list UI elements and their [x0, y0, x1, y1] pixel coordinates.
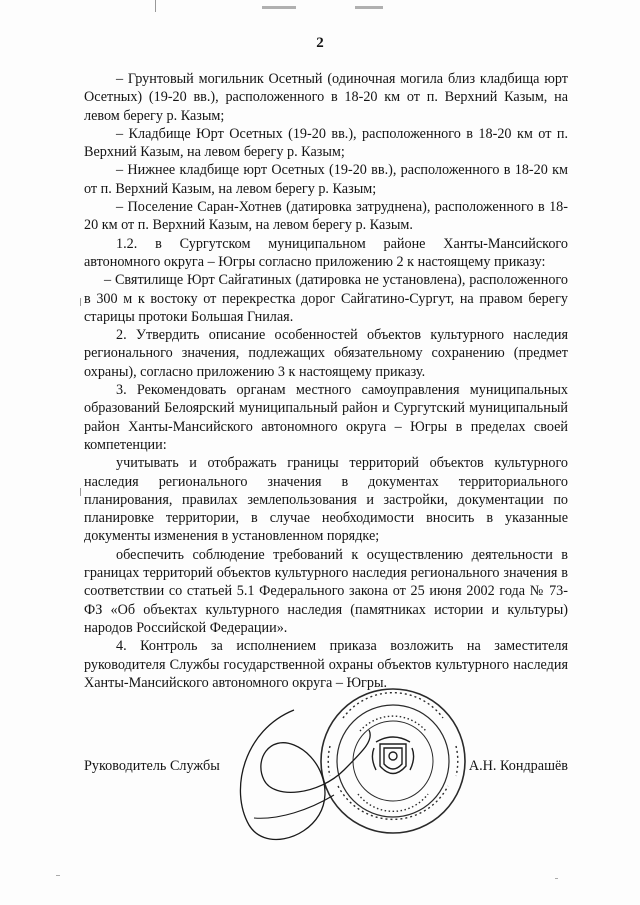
- paragraph-sanctuary-saygatinykh: – Святилище Юрт Сайгатиных (датировка не установлена), расположенного в 300 м к востоку от перекрестка дорог Сайгатино-Сургут, на правом берегу старицы протоки Большая Гнилая.: [84, 272, 568, 325]
- paragraph-section-2: 2. Утвердить описание особенностей объектов культурного наследия регионального значения, подлежащих обязательному сохранению (предмет охраны), согласно приложению 3 к настоящему приказу.: [84, 327, 568, 380]
- scan-artifact: [262, 6, 296, 9]
- paragraph-settlement-saran-khotnev: – Поселение Саран-Хотнев (датировка затруднена), расположенного в 18-20 км от п. Верхний Казым, на левом берегу р. Казым.: [84, 199, 568, 234]
- paragraph-section-3: 3. Рекомендовать органам местного самоуправления муниципальных образований Белоярский муниципальный район и Сургутский муниципальный район Ханты-Мансийского автономного округа – Югры в пределах своей компетенции:: [84, 382, 568, 453]
- paragraph-section-3-item-2: обеспечить соблюдение требований к осуществлению деятельности в границах территорий объектов культурного наследия регионального значения в соответствии со статьей 5.1 Федерального закона от 25 июня 2002 года № 73-ФЗ «Об объектах культурного наследия (памятниках истории и культуры) народов Российской Федерации».: [84, 546, 568, 636]
- scan-artifact: [56, 875, 60, 876]
- scan-artifact: [155, 0, 156, 12]
- paragraph-lower-cemetery-osetnykh: – Нижнее кладбище юрт Осетных (19-20 вв.), расположенного в 18-20 км от п. Верхний Казым, на левом берегу р. Казым;: [84, 162, 568, 197]
- paragraph-burial-ground-osetny: – Грунтовый могильник Осетный (одиночная могила близ кладбища юрт Осетных) (19-20 вв.), расположенного в 18-20 км от п. Верхний Казым, на левом берегу р. Казым;: [84, 71, 568, 124]
- signature-icon: [224, 700, 374, 850]
- document-body: [84, 70, 568, 692]
- signatory-name: А.Н. Кондрашёв: [468, 758, 568, 774]
- paragraph-section-4: 4. Контроль за исполнением приказа возложить на заместителя руководителя Службы государственной охраны объектов культурного наследия Ханты-Мансийского автономного округа – Югры.: [84, 638, 568, 691]
- paragraph-section-1-2: 1.2. в Сургутском муниципальном районе Ханты-Мансийского автономного округа – Югры согласно приложению 2 к настоящему приказу:: [84, 235, 568, 270]
- signatory-title: Руководитель Службы: [84, 758, 220, 774]
- scan-artifact: [80, 298, 81, 306]
- scan-artifact: [355, 6, 383, 9]
- paragraph-cemetery-osetnykh: – Кладбище Юрт Осетных (19-20 вв.), расположенного в 18-20 км от п. Верхний Казым, на левом берегу р. Казым;: [84, 125, 568, 161]
- page-number: 2: [316, 35, 324, 51]
- scan-artifact: [80, 488, 81, 496]
- scan-artifact: [555, 878, 558, 879]
- paragraph-section-3-item-1: учитывать и отображать границы территорий объектов культурного наследия регионального значения в документах территориального планирования, правилах землепользования и застройки, документации по планировке территории, в случае необходимости вносить в указанные документы изменения в установленном порядке;: [84, 455, 568, 545]
